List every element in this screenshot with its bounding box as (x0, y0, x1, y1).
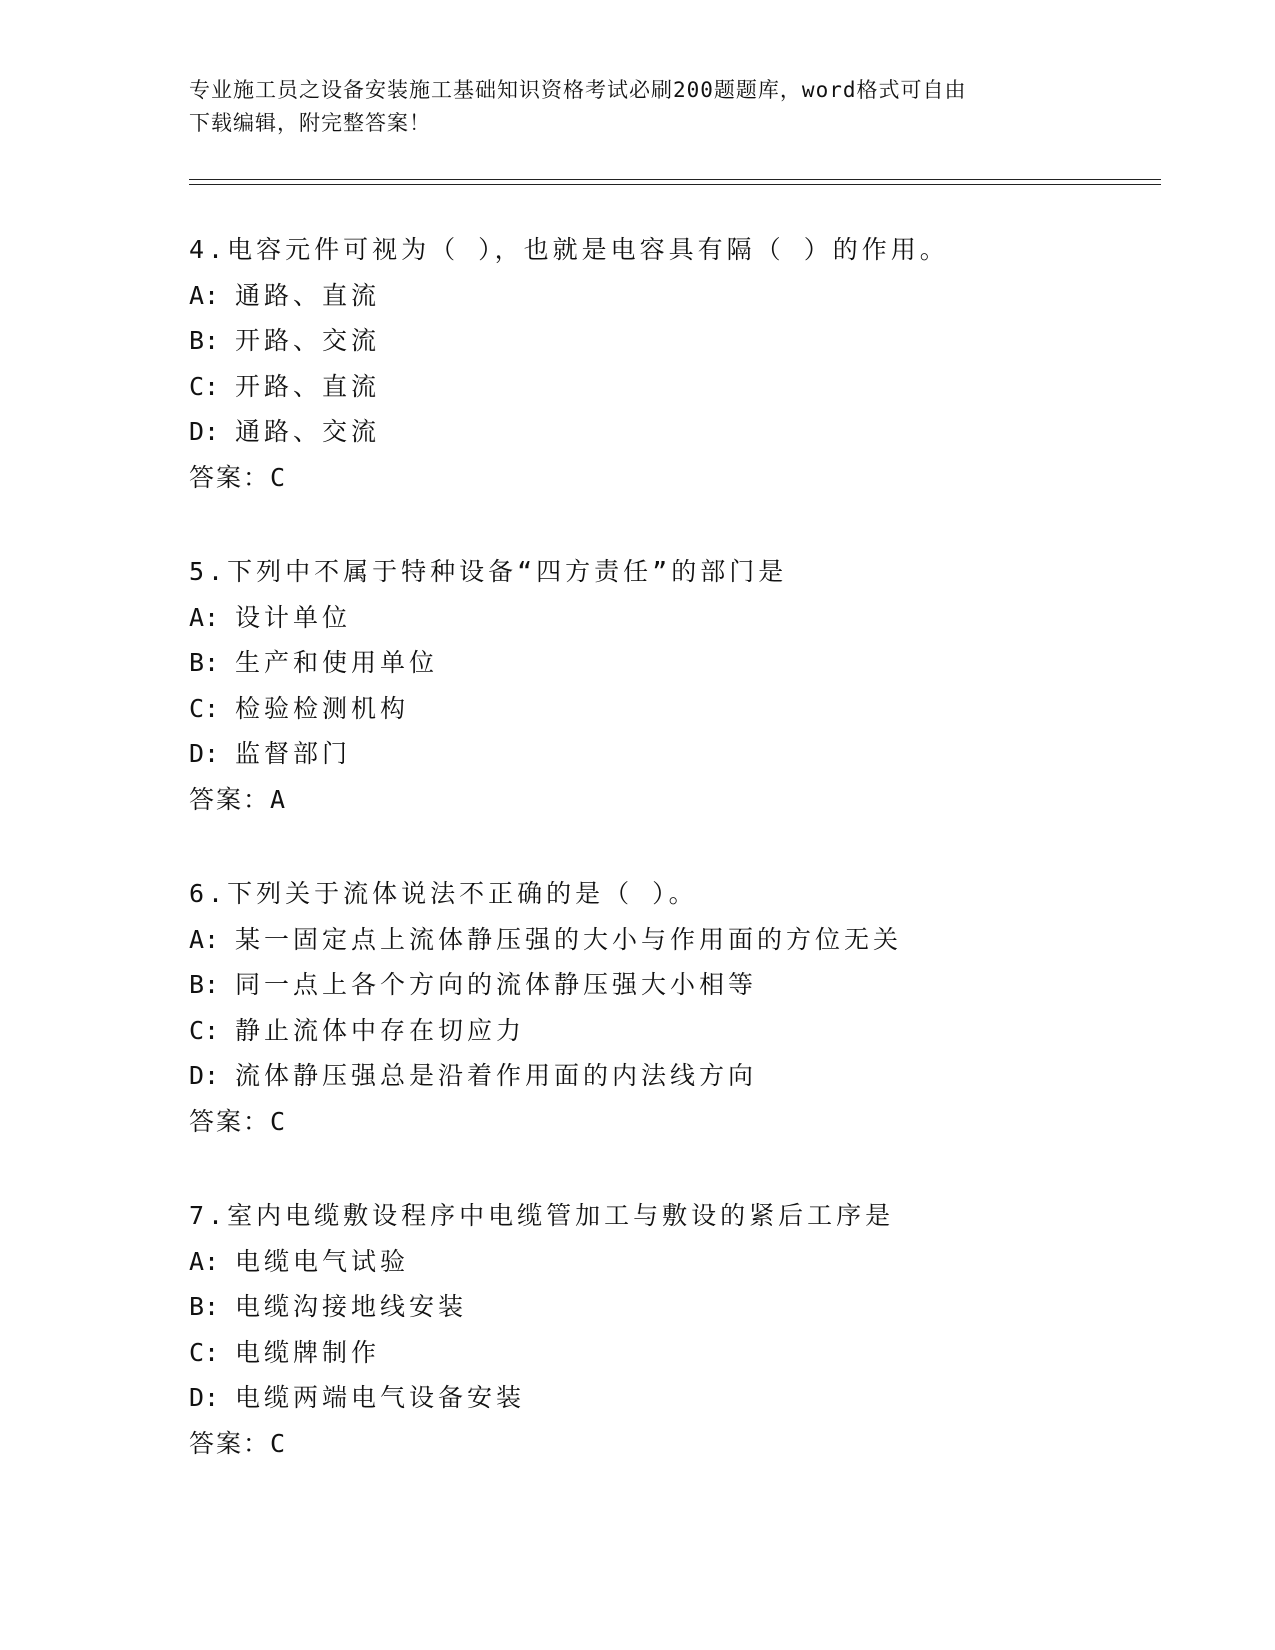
option-text: 静止流体中存在切应力 (235, 1015, 526, 1045)
option-text: 某一固定点上流体静压强的大小与作用面的方位无关 (235, 924, 903, 954)
option-letter: A: (189, 1246, 220, 1276)
option-text: 同一点上各个方向的流体静压强大小相等 (235, 970, 758, 1000)
option-a (189, 273, 1149, 319)
answer-value: C (270, 1428, 290, 1458)
option-d (189, 731, 1149, 777)
option-a (189, 1239, 1149, 1285)
header-line-1: 专业施工员之设备安装施工基础知识资格考试必刷200题题库，word格式可自由 (189, 78, 967, 102)
answer-value: C (270, 1106, 290, 1136)
option-text: 电缆两端电气设备安装 (235, 1383, 526, 1413)
option-c (189, 1008, 1149, 1054)
answer-line (189, 455, 1149, 501)
question-title: 4.电容元件可视为（ ），也就是电容具有隔（ ）的作用。 (189, 235, 949, 264)
option-c (189, 364, 1149, 410)
question-block-6 (189, 871, 1149, 1145)
option-d (189, 1375, 1149, 1421)
option-letter: A: (189, 280, 220, 310)
option-text: 监督部门 (235, 739, 352, 769)
question-title: 6.下列关于流体说法不正确的是（ ）。 (189, 879, 698, 908)
answer-label: 答案： (189, 462, 271, 492)
option-letter: C: (189, 371, 220, 401)
document-header (189, 74, 1089, 140)
option-letter: D: (189, 739, 220, 769)
answer-label: 答案： (189, 784, 271, 814)
option-text: 生产和使用单位 (235, 648, 439, 678)
option-b (189, 962, 1149, 1008)
option-text: 开路、交流 (235, 326, 381, 356)
answer-value: A (270, 784, 290, 814)
option-letter: A: (189, 602, 220, 632)
option-a (189, 917, 1149, 963)
question-block-7 (189, 1193, 1149, 1467)
option-letter: C: (189, 1337, 220, 1367)
option-letter: D: (189, 1383, 220, 1413)
question-block-5 (189, 549, 1149, 823)
option-text: 通路、交流 (235, 417, 381, 447)
answer-value: C (270, 462, 290, 492)
option-letter: D: (189, 1061, 220, 1091)
option-letter: B: (189, 970, 220, 1000)
answer-label: 答案： (189, 1428, 271, 1458)
option-letter: D: (189, 417, 220, 447)
option-c (189, 1330, 1149, 1376)
question-title: 7.室内电缆敷设程序中电缆管加工与敷设的紧后工序是 (189, 1201, 895, 1230)
option-text: 电缆电气试验 (235, 1246, 410, 1276)
header-divider-bottom (189, 184, 1161, 185)
header-divider-top (189, 179, 1161, 180)
answer-line (189, 1421, 1149, 1467)
option-letter: B: (189, 1292, 220, 1322)
question-block-4 (189, 227, 1149, 501)
option-a (189, 595, 1149, 641)
option-text: 设计单位 (235, 602, 352, 632)
option-d (189, 1053, 1149, 1099)
answer-line (189, 777, 1149, 823)
option-text: 流体静压强总是沿着作用面的内法线方向 (235, 1061, 758, 1091)
option-text: 电缆沟接地线安装 (235, 1292, 468, 1322)
option-letter: C: (189, 1015, 220, 1045)
option-b (189, 640, 1149, 686)
option-letter: B: (189, 326, 220, 356)
option-letter: A: (189, 924, 220, 954)
question-title: 5.下列中不属于特种设备“四方责任”的部门是 (189, 557, 788, 586)
option-text: 通路、直流 (235, 280, 381, 310)
option-letter: B: (189, 648, 220, 678)
option-text: 电缆牌制作 (235, 1337, 381, 1367)
header-line-2: 下载编辑，附完整答案！ (189, 111, 431, 135)
answer-label: 答案： (189, 1106, 271, 1136)
option-d (189, 409, 1149, 455)
option-c (189, 686, 1149, 732)
option-text: 检验检测机构 (235, 693, 410, 723)
option-b (189, 318, 1149, 364)
option-text: 开路、直流 (235, 371, 381, 401)
answer-line (189, 1099, 1149, 1145)
option-b (189, 1284, 1149, 1330)
option-letter: C: (189, 693, 220, 723)
